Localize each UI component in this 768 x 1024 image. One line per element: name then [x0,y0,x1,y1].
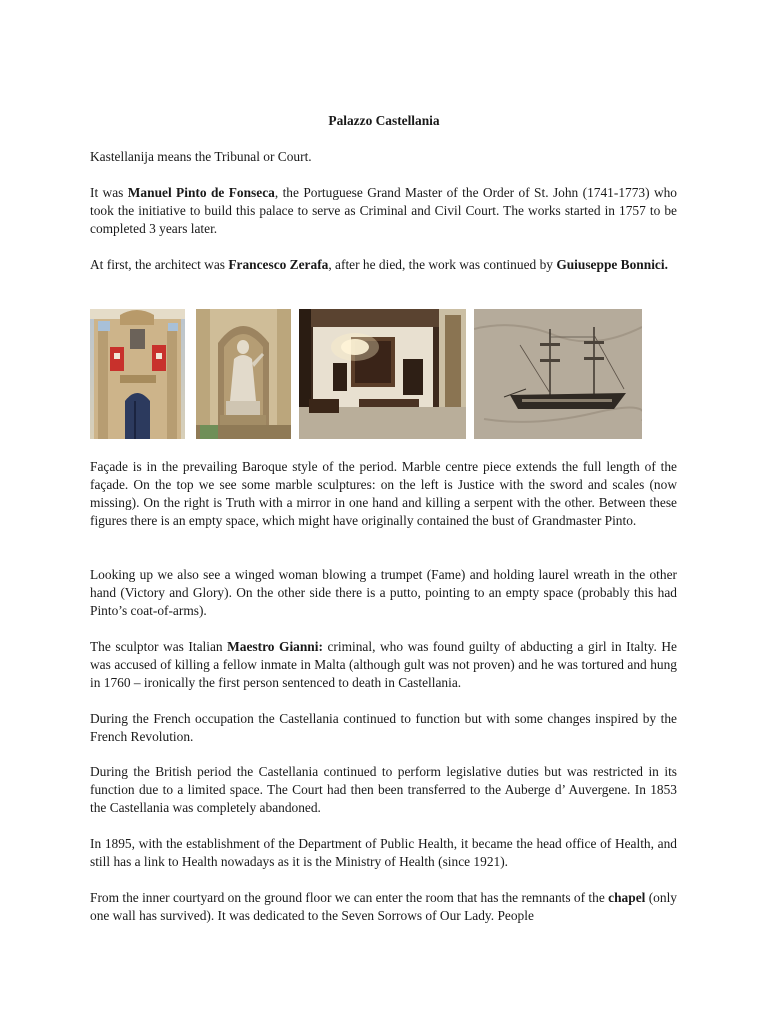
text-run: At first, the architect was [90,257,229,272]
page-title: Palazzo Castellania [328,113,440,128]
text-run: criminal, who was found guilty of abducting a girl in Italty. He was accused of killing a fellow inmate in Malta (although gult was not proven) and he was tortured and hung in 1760 – ironically the first person sentenced to death in Castellania. [90,639,677,690]
bold-text: Maestro Gianni: [227,639,323,654]
paragraph [90,710,677,746]
text-run: Looking up we also see a winged woman blowing a trumpet (Fame) and holding laurel wreath in the other hand (Victory and Glory). On the other side there is a putto, pointing to an empty space (probably this had Pinto’s coat-of-arms). [90,567,677,618]
paragraph [90,148,677,166]
bold-text: Manuel Pinto de Fonseca [127,185,275,200]
text-run: Façade is in the prevailing Baroque style of the period. Marble centre piece extends the full length of the façade. On the top we see some marble sculptures: on the left is Justice with the sword and scales (now missing). On the right is Truth with a mirror in one hand and killing a serpent with the other. Between these figures there is an empty space, which might have originally contained the bust of Grandmaster Pinto. [90,459,677,528]
text-run: , the Portuguese Grand Master of the Order of St. John (1741-1773) who took the initiative to build this palace to serve as Criminal and Civil Court. The works started in 1757 to be completed 3 years later. [90,185,678,236]
paragraph [90,256,677,274]
text-run: From the inner courtyard on the ground floor we can enter the room that has the remnants of the [90,890,609,905]
paragraph [90,458,677,530]
text-run: In 1895, with the establishment of the Department of Public Health, it became the head office of Health, and still has a link to Health nowadays as it is the Ministry of Health (since 1921). [90,836,677,869]
bold-text: Francesco Zerafa [228,257,329,272]
paragraph [90,184,677,238]
text-run: , after he died, the work was continued by [328,257,557,272]
photo-facade [90,309,185,439]
photo-statue [196,309,291,439]
text-run: (only one wall has survived). It was dedicated to the Seven Sorrows of Our Lady. People [90,890,677,923]
text-run: During the British period the Castellania continued to perform legislative duties but was restricted in its function due to a limited space. The Court had then been transferred to the Auberge d’ Auvergene. In 1853 the Castellania was completely abandoned. [90,764,677,815]
text-run: During the French occupation the Castellania continued to function but with some changes inspired by the French Revolution. [90,711,677,744]
text-run: Kastellanija means the Tribunal or Court. [90,149,312,164]
bold-text: chapel [608,890,646,905]
photo-ship-graffiti [474,309,642,439]
paragraph [90,835,677,871]
paragraph [90,889,677,925]
paragraph [90,566,677,620]
photo-interior [299,309,466,439]
text-run: The sculptor was Italian [90,639,228,654]
paragraph [90,763,677,817]
paragraph [90,638,677,692]
text-run: It was [90,185,128,200]
bold-text: Guiuseppe Bonnici. [556,257,668,272]
